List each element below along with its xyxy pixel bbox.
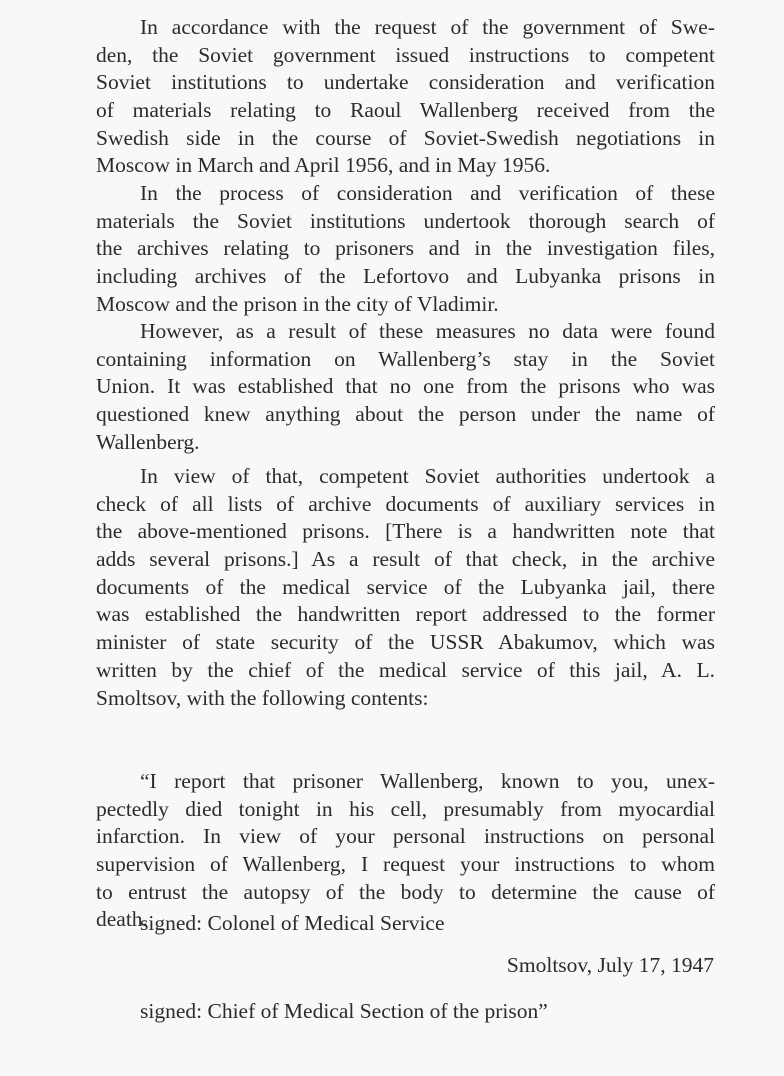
- text-line: check of all lists of archive documents of auxiliary services in: [96, 491, 715, 516]
- text-line: Soviet institutions to undertake consideration and verification: [96, 70, 715, 95]
- text-line: to entrust the autopsy of the body to determine the cause of: [96, 879, 715, 904]
- signature-date: Smoltsov, July 17, 1947: [506, 953, 714, 977]
- text-line: death.: [96, 907, 148, 932]
- text-line: the archives relating to prisoners and in the investigation files,: [96, 236, 715, 261]
- text-line: minister of state security of the USSR Abakumov, which was: [96, 630, 715, 655]
- text-line: However, as a result of these measures no data were found: [140, 319, 715, 343]
- text-line: In accordance with the request of the government of Swe-: [140, 15, 715, 39]
- text-line: materials the Soviet institutions undertook thorough search of: [96, 208, 715, 233]
- signature-chief: signed: Chief of Medical Section of the prison”: [140, 999, 548, 1023]
- text-line: adds several prisons.] As a result of that check, in the archive: [96, 547, 715, 572]
- text-line: including archives of the Lefortovo and Lubyanka prisons in: [96, 264, 715, 289]
- text-line: pectedly died tonight in his cell, presumably from myocardial: [96, 796, 715, 821]
- text-line: supervision of Wallenberg, I request your instructions to whom: [96, 852, 715, 877]
- paragraph-no-data-found: [96, 318, 715, 456]
- paragraph-archive-search: [96, 180, 715, 318]
- text-line: written by the chief of the medical service of this jail, A. L.: [96, 657, 715, 682]
- text-line: “I report that prisoner Wallenberg, known to you, unex-: [140, 769, 715, 793]
- text-line: Moscow and the prison in the city of Vladimir.: [96, 291, 499, 316]
- text-line: Union. It was established that no one from the prisons who was: [96, 374, 715, 399]
- text-line: Swedish side in the course of Soviet-Swedish negotiations in: [96, 125, 715, 150]
- text-line: In view of that, competent Soviet authorities undertook a: [140, 464, 715, 488]
- text-line: the above-mentioned prisons. [There is a handwritten note that: [96, 519, 715, 544]
- text-line: questioned knew anything about the person under the name of: [96, 402, 715, 427]
- text-line: den, the Soviet government issued instructions to competent: [96, 42, 715, 67]
- text-line: Wallenberg.: [96, 429, 200, 454]
- text-line: infarction. In view of your personal instructions on personal: [96, 824, 715, 849]
- text-line: documents of the medical service of the Lubyanka jail, there: [96, 574, 715, 599]
- text-line: was established the handwritten report addressed to the former: [96, 602, 715, 627]
- paragraph-medical-service-check: [96, 463, 715, 712]
- text-line: Moscow in March and April 1956, and in May 1956.: [96, 153, 551, 178]
- text-line: In the process of consideration and verification of these: [140, 181, 715, 205]
- signature-colonel: signed: Colonel of Medical Service: [140, 911, 445, 935]
- text-line: containing information on Wallenberg’s stay in the Soviet: [96, 346, 715, 371]
- paragraph-request-of-sweden: [96, 14, 715, 180]
- text-line: of materials relating to Raoul Wallenberg received from the: [96, 98, 715, 123]
- text-line: Smoltsov, with the following contents:: [96, 685, 429, 710]
